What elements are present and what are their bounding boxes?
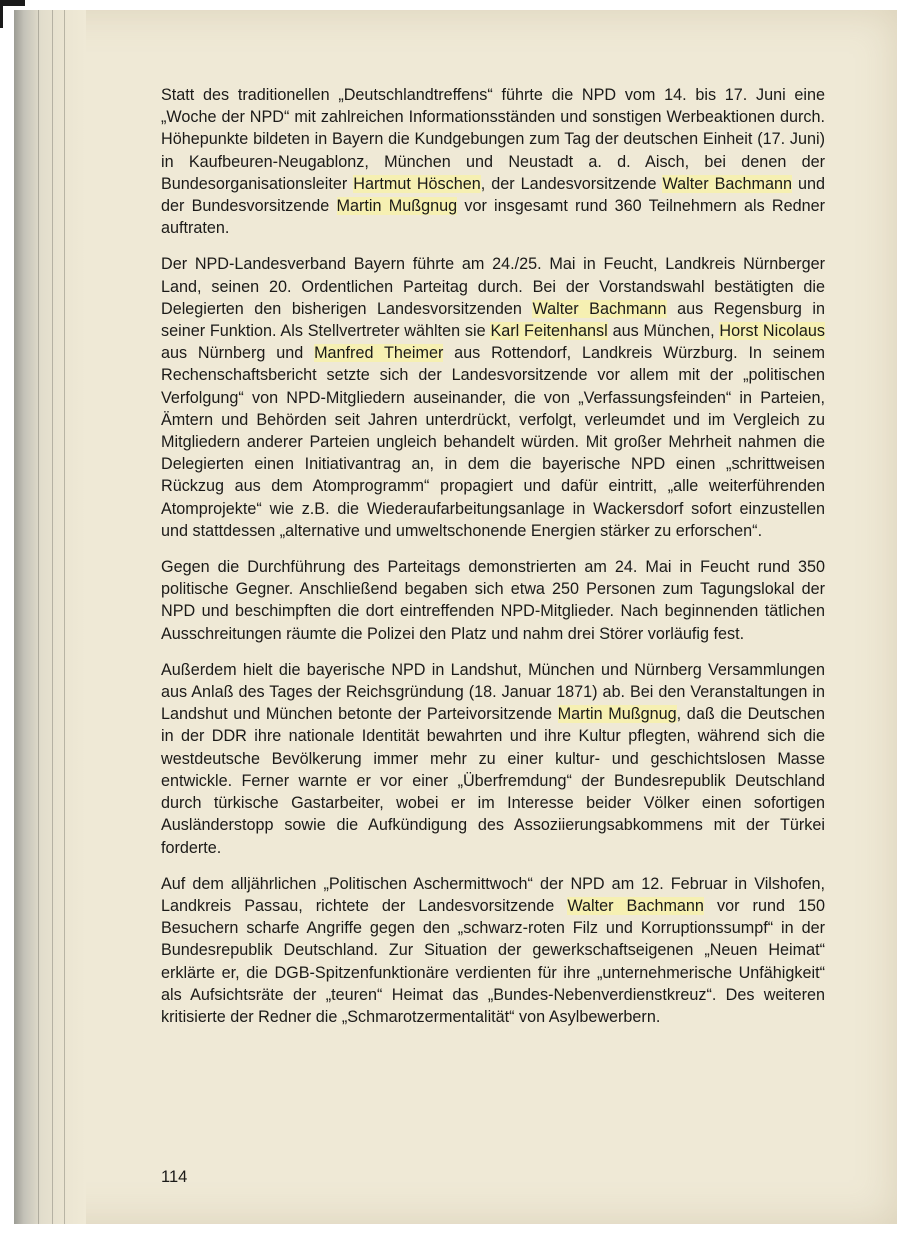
text-segment: Der NPD-Landesverband Bayern führte am 24./25. Mai in Feucht, Landkreis Nürnberger Land, seinen 20. Ordentlichen Parteitag durch. Bei der Vorstandswahl bestätigten die Delegierten den bisherigen Landesvorsitzenden bbox=[161, 255, 825, 318]
scan-corner-mark bbox=[0, 0, 25, 28]
binding-edge-line bbox=[38, 10, 39, 1224]
highlighted-name: Walter Bachmann bbox=[532, 299, 667, 318]
highlighted-name: Hartmut Höschen bbox=[353, 174, 481, 193]
text-segment: aus Regensburg in seiner Funktion. Als Stellvertreter wählten sie bbox=[161, 299, 825, 341]
paragraph-3 bbox=[161, 556, 825, 645]
highlighted-name: Walter Bachmann bbox=[567, 896, 704, 915]
highlighted-name: Martin Mußgnug bbox=[557, 705, 677, 724]
highlighted-name: Walter Bachmann bbox=[662, 174, 792, 193]
text-segment: Statt des traditionellen „Deutschlandtreffens“ führte die NPD vom 14. bis 17. Juni eine „Woche der NPD“ mit zahlreichen Informationsständen und sonstigen Werbeaktionen durch. Höhepunkte bildeten in Bayern die Kundgebungen zum Tag der deutschen Einheit (17. Juni) in Kaufbeuren-Neugablonz, München und Neustadt a. d. Aisch, bei denen der Bundesorganisationsleiter bbox=[161, 86, 825, 193]
binding-edge-line bbox=[52, 10, 53, 1224]
text-segment: Außerdem hielt die bayerische NPD in Landshut, München und Nürnberg Versammlungen aus Anlaß des Tages der Reichsgründung (18. Januar 1871) ab. Bei den Veranstaltungen in Landshut und München betonte der Parteivorsitzende bbox=[161, 660, 825, 724]
text-segment: Auf dem alljährlichen „Politischen Aschermittwoch“ der NPD am 12. Februar in Vilshofen, Landkreis Passau, richtete der Landesvorsitzende bbox=[161, 874, 825, 915]
paragraph-1 bbox=[161, 84, 825, 239]
text-segment: aus Nürnberg und bbox=[161, 344, 315, 363]
text-segment: , daß die Deutschen in der DDR ihre nationale Identität bewahrten und ihre Kultur pflegten, während sich die westdeutsche Bevölkerung immer mehr zu einer kultur- und geschichtslosen Masse entwickle. Ferner warnte er vor einer „Überfremdung“ der Bundesrepublik Deutschland durch türkische Gastarbeiter, wobei er im Interesse beider Völker einen sofortigen Ausländerstopp sowie die Aufkündigung des Assoziierungsabkommens mit der Türkei forderte. bbox=[161, 705, 826, 857]
highlighted-name: Horst Nicolaus bbox=[719, 322, 825, 341]
highlighted-name: Manfred Theimer bbox=[314, 344, 444, 363]
text-segment: vor rund 150 Besuchern scharfe Angriffe gegen den „schwarz-roten Filz und Korruptionssumpf“ in der Bundesrepublik Deutschland. Zur Situation der gewerkschaftseigenen „Neuen Heimat“ erklärte er, die DGB-Spitzenfunktionäre verdienten für ihre „unternehmerische Unfähigkeit“ als Aufsichtsräte der „teuren“ Heimat das „Bundes-Nebenverdienstkreuz“. Des weiteren kritisierte der Redner die „Schmarotzermentalität“ von Asylbewerbern. bbox=[161, 896, 826, 1026]
paragraph-2 bbox=[161, 253, 825, 542]
text-segment: und der Bundesvorsitzende bbox=[161, 174, 825, 216]
binding-edge-line bbox=[64, 10, 65, 1224]
text-segment: Gegen die Durchführung des Parteitags demonstrierten am 24. Mai in Feucht rund 350 politische Gegner. Anschließend begaben sich etwa 250 Personen zum Tagungslokal der NPD und beschimpften die dort eintreffenden NPD-Mitglieder. Nach beginnenden tätlichen Ausschreitungen räumte die Polizei den Platz und nahm drei Störer vorläufig fest. bbox=[161, 558, 825, 643]
book-binding-shadow bbox=[14, 10, 86, 1224]
text-segment: aus München, bbox=[607, 322, 720, 341]
text-segment: aus Rottendorf, Landkreis Würzburg. In seinem Rechenschaftsbericht setzte sich der Landesvorsitzende vor allem mit der „politischen Verfolgung“ von NPD-Mitgliedern auseinander, die von „Verfassungsfeinden“ in Parteien, Ämtern und Behörden seit Jahren unterdrückt, verfolgt, verleumdet und im Vergleich zu Mitgliedern anderer Parteien ungleich behandelt würden. Mit großer Mehrheit nahmen die Delegierten einen Initiativantrag an, in dem die bayerische NPD einen „schrittweisen Rückzug aus dem Atomprogramm“ propagiert und dafür eintritt, „alle weiterführenden Atomprojekte“ wie z.B. die Wiederaufarbeitungsanlage in Wackersdorf sofort einzustellen und stattdessen „alternative und umweltschonende Energien stärker zu erforschen“. bbox=[161, 344, 825, 540]
paragraph-4 bbox=[161, 659, 825, 859]
text-segment: vor insgesamt rund 360 Teilnehmern als Redner auftraten. bbox=[161, 197, 826, 238]
paragraph-5 bbox=[161, 873, 825, 1028]
highlighted-name: Karl Feitenhansl bbox=[490, 322, 608, 341]
body-text bbox=[161, 84, 825, 1042]
highlighted-name: Martin Mußgnug bbox=[336, 197, 458, 216]
text-segment: , der Landesvorsitzende bbox=[480, 174, 663, 193]
page-number: 114 bbox=[161, 1168, 188, 1186]
